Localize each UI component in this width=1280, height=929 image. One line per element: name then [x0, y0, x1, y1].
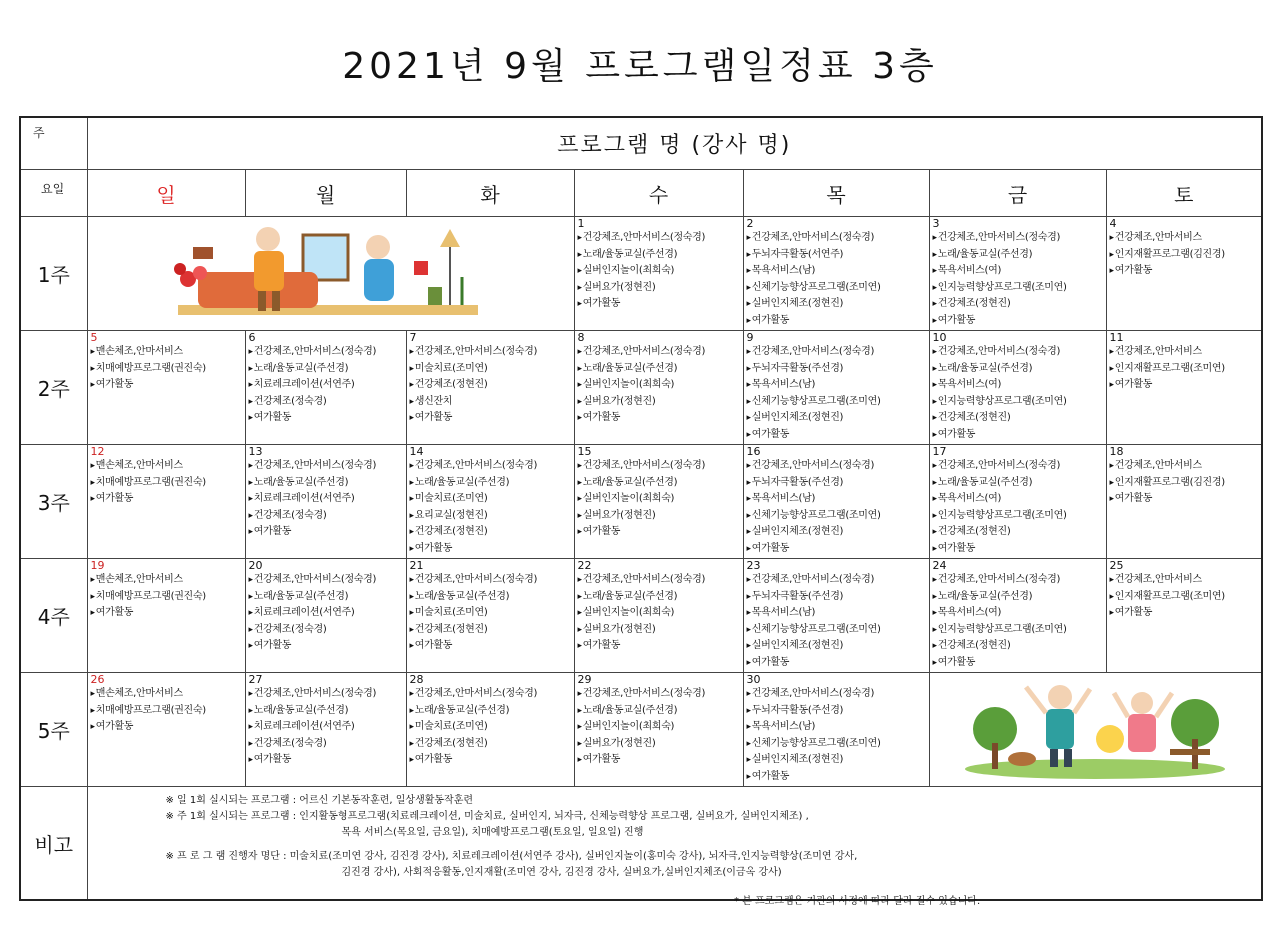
day-cell-12 — [87, 445, 245, 559]
day-header-thu: 목 — [743, 170, 929, 217]
date-number: 11 — [1109, 331, 1124, 344]
program-item: ▸ 목욕서비스(남) — [744, 263, 929, 280]
week-row-3 — [20, 445, 1262, 559]
day-cell-24 — [929, 559, 1106, 673]
program-item: ▸ 미술치료(조미연) — [407, 491, 574, 508]
program-item: ▸ 노래/율동교실(주선경) — [246, 475, 406, 492]
day-cell-9 — [743, 331, 929, 445]
program-item: ▸ 요리교실(정현진) — [407, 508, 574, 525]
program-item: ▸ 신체기능향상프로그램(조미연) — [744, 280, 929, 297]
program-item: ▸ 건강체조(정숙경) — [246, 622, 406, 639]
program-item: ▸ 실버인지체조(정현진) — [744, 296, 929, 313]
program-item: ▸ 건강체조,안마서비스(정숙경) — [246, 344, 406, 361]
program-item: ▸ 건강체조(정현진) — [930, 638, 1106, 655]
day-cell-13 — [245, 445, 406, 559]
program-item: ▸ 건강체조,안마서비스(정숙경) — [407, 458, 574, 475]
program-item: ▸ 목욕서비스(여) — [930, 605, 1106, 622]
program-item: ▸ 맨손체조,안마서비스 — [88, 686, 245, 703]
date-number: 12 — [90, 445, 105, 458]
program-item: ▸ 여가활동 — [88, 719, 245, 736]
elderly-couple-illustration — [88, 217, 575, 330]
program-item: ▸ 건강체조,안마서비스(정숙경) — [575, 230, 743, 247]
program-item: ▸ 인지능력향상프로그램(조미연) — [930, 394, 1106, 411]
program-item: ▸ 건강체조,안마서비스(정숙경) — [744, 230, 929, 247]
day-cell-21 — [406, 559, 574, 673]
day-cell-5 — [87, 331, 245, 445]
program-item: ▸ 노래/율동교실(주선경) — [575, 589, 743, 606]
program-item: ▸ 건강체조(정현진) — [407, 622, 574, 639]
program-item: ▸ 인지능력향상프로그램(조미연) — [930, 622, 1106, 639]
program-item: ▸ 여가활동 — [1107, 605, 1262, 622]
date-number: 13 — [248, 445, 263, 458]
program-item: ▸ 목욕서비스(여) — [930, 377, 1106, 394]
program-item: ▸ 건강체조(정현진) — [930, 524, 1106, 541]
program-item: ▸ 실버인지체조(정현진) — [744, 638, 929, 655]
program-item: ▸ 여가활동 — [575, 638, 743, 655]
program-item: ▸ 건강체조,안마서비스(정숙경) — [930, 458, 1106, 475]
program-item: ▸ 건강체조(정현진) — [407, 524, 574, 541]
program-item: ▸ 건강체조,안마서비스 — [1107, 344, 1262, 361]
day-cell-2 — [743, 217, 929, 331]
date-number: 15 — [577, 445, 592, 458]
program-item: ▸ 건강체조,안마서비스 — [1107, 572, 1262, 589]
program-item: ▸ 목욕서비스(남) — [744, 719, 929, 736]
date-number: 9 — [746, 331, 754, 344]
program-item: ▸ 여가활동 — [1107, 263, 1262, 280]
date-number: 23 — [746, 559, 761, 572]
program-item: ▸ 여가활동 — [246, 410, 406, 427]
day-header-mon: 월 — [245, 170, 406, 217]
date-number: 10 — [932, 331, 947, 344]
program-item: ▸ 목욕서비스(남) — [744, 377, 929, 394]
program-item: ▸ 건강체조,안마서비스(정숙경) — [407, 344, 574, 361]
day-header-sun: 일 — [87, 170, 245, 217]
program-item: ▸ 신체기능향상프로그램(조미연) — [744, 394, 929, 411]
day-header-tue: 화 — [406, 170, 574, 217]
program-item: ▸ 건강체조,안마서비스(정숙경) — [407, 572, 574, 589]
week-row-1 — [20, 217, 1262, 331]
program-item: ▸ 노래/율동교실(주선경) — [246, 361, 406, 378]
date-number: 14 — [409, 445, 424, 458]
week-label: 4주 — [20, 559, 87, 673]
date-number: 29 — [577, 673, 592, 686]
day-cell-22 — [574, 559, 743, 673]
date-number: 25 — [1109, 559, 1124, 572]
program-item: ▸ 건강체조,안마서비스(정숙경) — [246, 572, 406, 589]
program-item: ▸ 인지능력향상프로그램(조미연) — [930, 280, 1106, 297]
date-number: 30 — [746, 673, 761, 686]
program-item: ▸ 노래/율동교실(주선경) — [930, 247, 1106, 264]
date-number: 24 — [932, 559, 947, 572]
program-item: ▸ 생신잔치 — [407, 394, 574, 411]
program-item: ▸ 여가활동 — [930, 541, 1106, 558]
program-item: ▸ 노래/율동교실(주선경) — [575, 475, 743, 492]
day-cell-20 — [245, 559, 406, 673]
program-item: ▸ 실버인지체조(정현진) — [744, 752, 929, 769]
day-cell-23 — [743, 559, 929, 673]
program-item: ▸ 여가활동 — [930, 427, 1106, 444]
date-number: 2 — [746, 217, 754, 230]
program-item: ▸ 여가활동 — [246, 638, 406, 655]
program-item: ▸ 실버인지놀이(최희숙) — [575, 605, 743, 622]
week-label: 2주 — [20, 331, 87, 445]
program-item: ▸ 인지재활프로그램(조미연) — [1107, 361, 1262, 378]
program-item: ▸ 실버인지놀이(최희숙) — [575, 263, 743, 280]
program-item: ▸ 여가활동 — [744, 541, 929, 558]
day-header-sat: 토 — [1106, 170, 1262, 217]
program-item: ▸ 건강체조,안마서비스(정숙경) — [246, 686, 406, 703]
program-item: ▸ 여가활동 — [407, 638, 574, 655]
program-item: ▸ 건강체조,안마서비스(정숙경) — [575, 572, 743, 589]
date-number: 26 — [90, 673, 105, 686]
program-item: ▸ 노래/율동교실(주선경) — [407, 589, 574, 606]
program-item: ▸ 건강체조(정숙경) — [246, 394, 406, 411]
program-item: ▸ 미술치료(조미연) — [407, 605, 574, 622]
program-item: ▸ 건강체조(정현진) — [930, 410, 1106, 427]
note-line: 목욕 서비스(목요일, 금요일), 치매예방프로그램(토요일, 일요일) 진행 — [341, 827, 644, 838]
program-item: ▸ 건강체조,안마서비스(정숙경) — [407, 686, 574, 703]
program-item: ▸ 건강체조,안마서비스(정숙경) — [744, 572, 929, 589]
program-item: ▸ 건강체조,안마서비스(정숙경) — [246, 458, 406, 475]
day-header-wed: 수 — [574, 170, 743, 217]
program-item: ▸ 건강체조,안마서비스(정숙경) — [930, 572, 1106, 589]
program-item: ▸ 건강체조,안마서비스(정숙경) — [930, 344, 1106, 361]
program-item: ▸ 두뇌자극활동(서연주) — [744, 247, 929, 264]
program-item: ▸ 여가활동 — [930, 313, 1106, 330]
program-item: ▸ 실버인지놀이(최희숙) — [575, 377, 743, 394]
program-item: ▸ 노래/율동교실(주선경) — [407, 475, 574, 492]
date-number: 19 — [90, 559, 105, 572]
program-item: ▸ 실버요가(정현진) — [575, 736, 743, 753]
day-cell-6 — [245, 331, 406, 445]
program-item: ▸ 건강체조(정현진) — [407, 377, 574, 394]
program-item: ▸ 맨손체조,안마서비스 — [88, 458, 245, 475]
program-item: ▸ 노래/율동교실(주선경) — [930, 589, 1106, 606]
schedule-table — [19, 116, 1263, 901]
program-item: ▸ 두뇌자극활동(주선경) — [744, 703, 929, 720]
program-item: ▸ 건강체조(정현진) — [930, 296, 1106, 313]
program-item: ▸ 인지재활프로그램(김진경) — [1107, 247, 1262, 264]
program-item: ▸ 목욕서비스(남) — [744, 605, 929, 622]
program-title: 프로그램 명 (강사 명) — [87, 117, 1262, 170]
date-number: 8 — [577, 331, 585, 344]
program-item: ▸ 치매예방프로그램(권진숙) — [88, 361, 245, 378]
week-label: 3주 — [20, 445, 87, 559]
program-item: ▸ 실버요가(정현진) — [575, 280, 743, 297]
corner-day-label: 요일 — [20, 170, 87, 217]
program-item: ▸ 건강체조,안마서비스 — [1107, 458, 1262, 475]
program-item: ▸ 인지재활프로그램(김진경) — [1107, 475, 1262, 492]
day-cell-18 — [1106, 445, 1262, 559]
illustration-exercise-cell — [929, 673, 1262, 787]
day-cell-4 — [1106, 217, 1262, 331]
day-cell-30 — [743, 673, 929, 787]
program-item: ▸ 여가활동 — [246, 524, 406, 541]
program-item: ▸ 실버인지놀이(최희숙) — [575, 719, 743, 736]
program-item: ▸ 여가활동 — [744, 313, 929, 330]
program-item: ▸ 신체기능향상프로그램(조미연) — [744, 508, 929, 525]
program-item: ▸ 목욕서비스(여) — [930, 491, 1106, 508]
date-number: 22 — [577, 559, 592, 572]
notes-row — [20, 787, 1262, 901]
program-item: ▸ 맨손체조,안마서비스 — [88, 572, 245, 589]
program-item: ▸ 건강체조,안마서비스(정숙경) — [744, 686, 929, 703]
program-item: ▸ 건강체조(정숙경) — [246, 736, 406, 753]
date-number: 4 — [1109, 217, 1117, 230]
program-item: ▸ 노래/율동교실(주선경) — [407, 703, 574, 720]
day-cell-7 — [406, 331, 574, 445]
program-item: ▸ 노래/율동교실(주선경) — [930, 475, 1106, 492]
program-item: ▸ 신체기능향상프로그램(조미연) — [744, 622, 929, 639]
program-item: ▸ 맨손체조,안마서비스 — [88, 344, 245, 361]
program-item: ▸ 여가활동 — [407, 752, 574, 769]
program-item: ▸ 신체기능향상프로그램(조미연) — [744, 736, 929, 753]
date-number: 17 — [932, 445, 947, 458]
days-row — [20, 170, 1262, 217]
day-cell-27 — [245, 673, 406, 787]
program-item: ▸ 여가활동 — [246, 752, 406, 769]
program-item: ▸ 건강체조,안마서비스(정숙경) — [744, 344, 929, 361]
program-item: ▸ 여가활동 — [407, 541, 574, 558]
program-item: ▸ 건강체조,안마서비스(정숙경) — [575, 344, 743, 361]
program-item: ▸ 여가활동 — [930, 655, 1106, 672]
program-item: ▸ 노래/율동교실(주선경) — [575, 361, 743, 378]
program-item: ▸ 치료레크레이션(서연주) — [246, 377, 406, 394]
day-cell-17 — [929, 445, 1106, 559]
program-item: ▸ 여가활동 — [575, 410, 743, 427]
date-number: 28 — [409, 673, 424, 686]
day-cell-19 — [87, 559, 245, 673]
program-item: ▸ 두뇌자극활동(주선경) — [744, 361, 929, 378]
day-cell-14 — [406, 445, 574, 559]
program-item: ▸ 건강체조(정현진) — [407, 736, 574, 753]
program-item: ▸ 치료레크레이션(서연주) — [246, 719, 406, 736]
program-item: ▸ 건강체조,안마서비스 — [1107, 230, 1262, 247]
header-row — [20, 117, 1262, 170]
program-item: ▸ 인지능력향상프로그램(조미연) — [930, 508, 1106, 525]
exercising-couple-illustration — [930, 673, 1263, 786]
day-cell-15 — [574, 445, 743, 559]
program-item: ▸ 실버인지놀이(최희숙) — [575, 491, 743, 508]
program-item: ▸ 미술치료(조미연) — [407, 719, 574, 736]
note-line: ※ 주 1회 실시되는 프로그램 : 인지활동형프로그램(치료레크레이션, 미술치료, 실버인지, 뇌자극, 신체능력향상 프로그램, 실버요가, 실버인지체조) , — [165, 811, 809, 822]
program-item: ▸ 실버요가(정현진) — [575, 622, 743, 639]
program-item: ▸ 실버인지체조(정현진) — [744, 410, 929, 427]
date-number: 20 — [248, 559, 263, 572]
date-number: 5 — [90, 331, 98, 344]
week-label: 5주 — [20, 673, 87, 787]
program-item: ▸ 목욕서비스(남) — [744, 491, 929, 508]
program-item: ▸ 여가활동 — [1107, 491, 1262, 508]
note-line: ※ 프 로 그 램 진행자 명단 : 미술치료(조미연 강사, 김진경 강사), 치료레크레이션(서연주 강사), 실버인지놀이(홍미숙 강사), 뇌자극,인지능력향상(조미연 강사, — [165, 851, 858, 862]
day-cell-11 — [1106, 331, 1262, 445]
program-item: ▸ 치료레크레이션(서연주) — [246, 491, 406, 508]
day-cell-10 — [929, 331, 1106, 445]
program-item: ▸ 치매예방프로그램(권진숙) — [88, 589, 245, 606]
program-item: ▸ 노래/율동교실(주선경) — [575, 247, 743, 264]
day-header-fri: 금 — [929, 170, 1106, 217]
program-item: ▸ 두뇌자극활동(주선경) — [744, 475, 929, 492]
date-number: 6 — [248, 331, 256, 344]
date-number: 1 — [577, 217, 585, 230]
program-item: ▸ 여가활동 — [575, 752, 743, 769]
date-number: 7 — [409, 331, 417, 344]
program-item: ▸ 건강체조,안마서비스(정숙경) — [575, 458, 743, 475]
week-label: 1주 — [20, 217, 87, 331]
program-item: ▸ 여가활동 — [88, 491, 245, 508]
program-item: ▸ 목욕서비스(여) — [930, 263, 1106, 280]
program-item: ▸ 여가활동 — [88, 605, 245, 622]
day-cell-16 — [743, 445, 929, 559]
day-cell-8 — [574, 331, 743, 445]
week-row-5 — [20, 673, 1262, 787]
program-item: ▸ 노래/율동교실(주선경) — [246, 589, 406, 606]
notes-label: 비고 — [20, 787, 87, 901]
program-item: ▸ 여가활동 — [575, 296, 743, 313]
day-cell-25 — [1106, 559, 1262, 673]
day-cell-26 — [87, 673, 245, 787]
program-item: ▸ 치매예방프로그램(권진숙) — [88, 475, 245, 492]
date-number: 18 — [1109, 445, 1124, 458]
program-item: ▸ 여가활동 — [575, 524, 743, 541]
program-item: ▸ 미술치료(조미연) — [407, 361, 574, 378]
program-item: ▸ 인지재활프로그램(조미연) — [1107, 589, 1262, 606]
program-item: ▸ 치매예방프로그램(권진숙) — [88, 703, 245, 720]
program-item: ▸ 노래/율동교실(주선경) — [246, 703, 406, 720]
page-title: 2021년 9월 프로그램일정표 3층 — [342, 46, 938, 87]
day-cell-1 — [574, 217, 743, 331]
program-item: ▸ 여가활동 — [407, 410, 574, 427]
program-item: ▸ 여가활동 — [88, 377, 245, 394]
notes-content — [87, 787, 1262, 901]
program-item: ▸ 두뇌자극활동(주선경) — [744, 589, 929, 606]
week-row-2 — [20, 331, 1262, 445]
program-item: ▸ 노래/율동교실(주선경) — [575, 703, 743, 720]
footer-disclaimer: * 본 프로그램은 기관의 사정에 따라 달라 질수 있습니다. — [734, 896, 981, 907]
program-item: ▸ 실버인지체조(정현진) — [744, 524, 929, 541]
program-item: ▸ 치료레크레이션(서연주) — [246, 605, 406, 622]
program-item: ▸ 건강체조,안마서비스(정숙경) — [930, 230, 1106, 247]
program-item: ▸ 실버요가(정현진) — [575, 508, 743, 525]
day-cell-29 — [574, 673, 743, 787]
illustration-elderly-couple-cell — [87, 217, 574, 331]
note-line: ※ 일 1회 실시되는 프로그램 : 어르신 기본동작훈련, 일상생활동작훈련 — [165, 795, 474, 806]
program-item: ▸ 여가활동 — [1107, 377, 1262, 394]
date-number: 3 — [932, 217, 940, 230]
program-item: ▸ 건강체조,안마서비스(정숙경) — [575, 686, 743, 703]
day-cell-3 — [929, 217, 1106, 331]
corner-week-label: 주 — [20, 117, 87, 170]
program-item: ▸ 건강체조(정숙경) — [246, 508, 406, 525]
date-number: 27 — [248, 673, 263, 686]
day-cell-28 — [406, 673, 574, 787]
program-item: ▸ 실버요가(정현진) — [575, 394, 743, 411]
program-item: ▸ 여가활동 — [744, 655, 929, 672]
program-item: ▸ 여가활동 — [744, 769, 929, 786]
date-number: 16 — [746, 445, 761, 458]
program-item: ▸ 여가활동 — [744, 427, 929, 444]
date-number: 21 — [409, 559, 424, 572]
week-row-4 — [20, 559, 1262, 673]
program-item: ▸ 건강체조,안마서비스(정숙경) — [744, 458, 929, 475]
note-line: 김진경 강사), 사회적응활동,인지재활(조미연 강사, 김진경 강사, 실버요가,실버인지체조(이금옥 강사) — [341, 867, 782, 878]
program-item: ▸ 노래/율동교실(주선경) — [930, 361, 1106, 378]
